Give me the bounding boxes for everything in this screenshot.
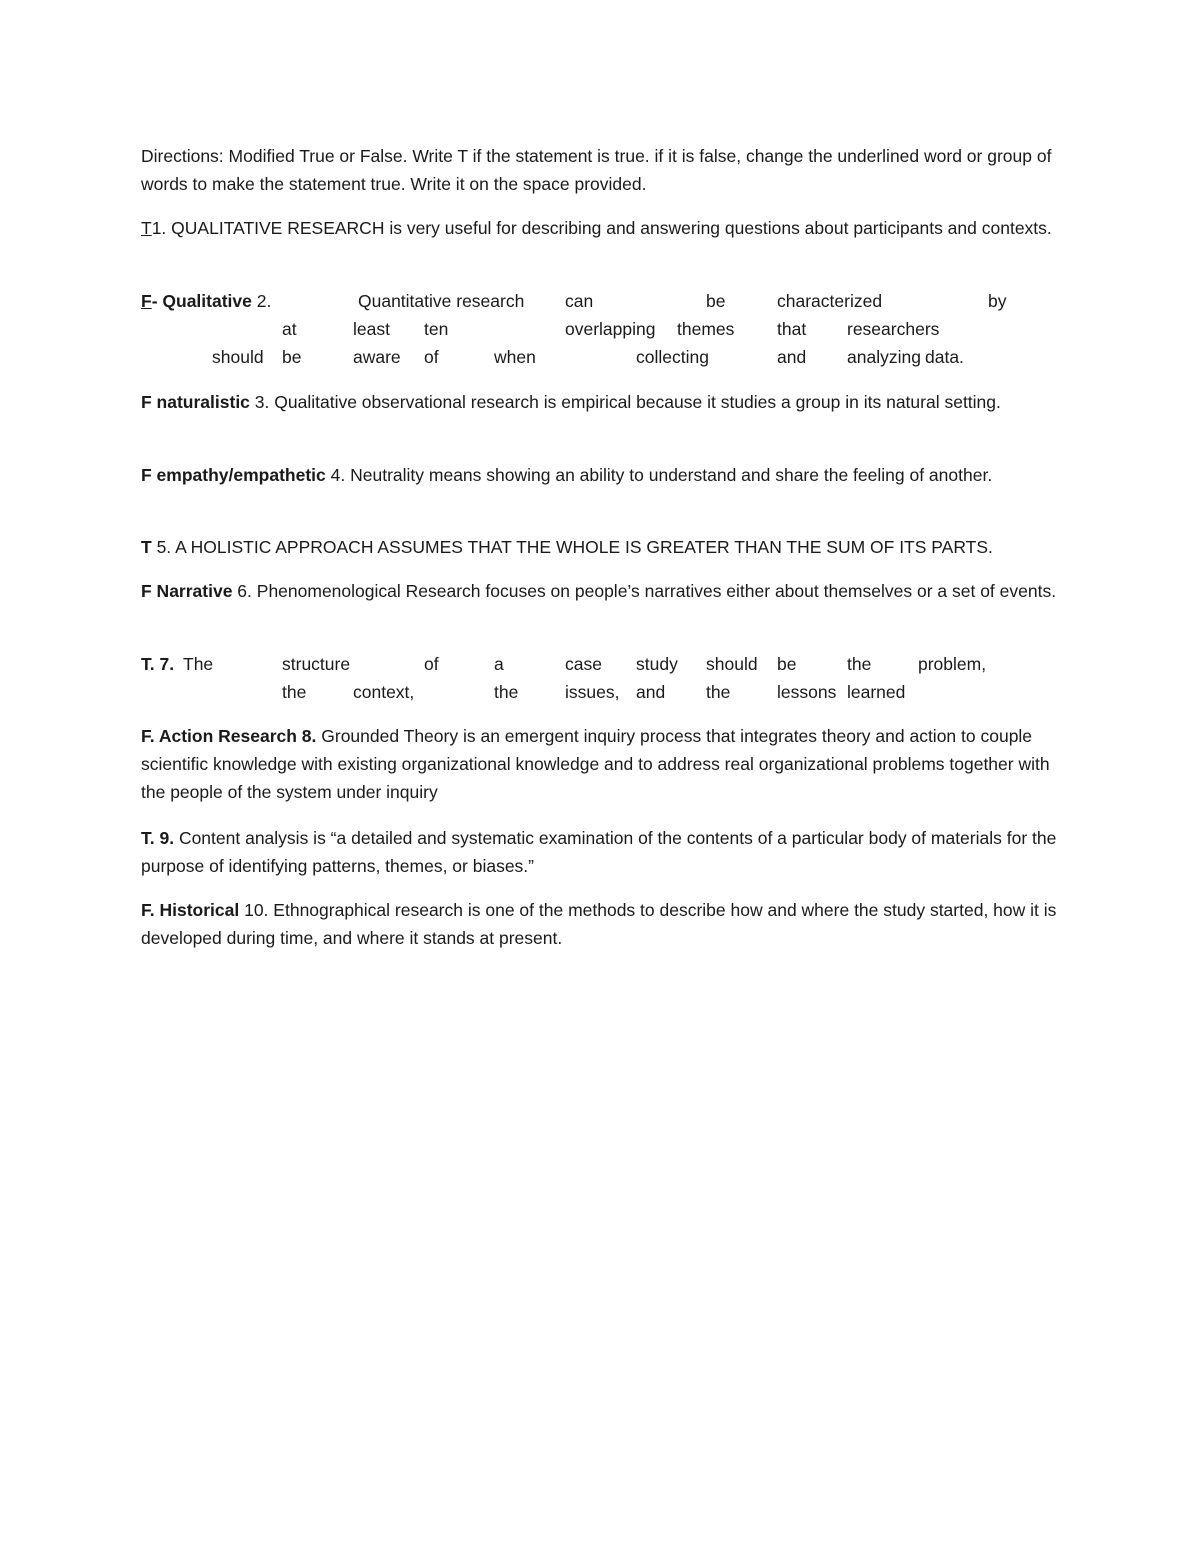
item-8 [141, 722, 1061, 806]
item-7-word: the [494, 682, 519, 702]
item-4-text: Neutrality means showing an ability to understand and share the feeling of another. [345, 465, 993, 485]
item-7-word: structure [282, 654, 351, 674]
item-3-number: 3. [249, 392, 270, 412]
item-9 [141, 824, 1061, 880]
item-7-line-2 [0, 678, 1200, 706]
item-2-word: data. [925, 347, 964, 367]
item-2-word: analyzing [847, 347, 921, 367]
item-2-word: should [212, 347, 264, 367]
item-5-number: 5. [151, 537, 172, 557]
item-2-word: characterized [777, 291, 883, 311]
item-2-word: Quantitative research [358, 291, 525, 311]
item-7-word: of [424, 654, 439, 674]
item-1-text: QUALITATIVE RESEARCH is very useful for describing and answering questions about participants and contexts. [166, 218, 1052, 238]
item-2-word: that [777, 319, 807, 339]
item-7-word: lessons [777, 682, 837, 702]
item-2-word: at [282, 319, 297, 339]
item-2-word: themes [677, 319, 735, 339]
item-2-word: can [565, 291, 594, 311]
item-7-answer: T. 7. [141, 654, 175, 674]
item-2-word: be [282, 347, 302, 367]
item-3 [141, 388, 1061, 416]
item-2-word: and [777, 347, 807, 367]
item-6-text: Phenomenological Research focuses on people’s narratives either about themselves or a set of events. [251, 581, 1057, 601]
item-2-word: when [494, 347, 536, 367]
item-2-word: collecting [636, 347, 709, 367]
item-9-answer: T. 9. [141, 828, 175, 848]
item-10-number: 10. [239, 900, 269, 920]
item-7-word: the [706, 682, 731, 702]
item-4-answer: F empathy/empathetic [141, 465, 326, 485]
item-4 [141, 461, 1061, 489]
item-7-word: study [636, 654, 678, 674]
item-1 [141, 214, 1061, 242]
item-2-word: by [988, 291, 1007, 311]
item-8-text: Grounded Theory is an emergent inquiry process that integrates theory and action to couple scientific knowledge with existing organizational knowledge and to address real organizational problems together with the people of the system under inquiry [141, 726, 1050, 802]
item-6-answer: F Narrative [141, 581, 233, 601]
item-2-word: researchers [847, 319, 940, 339]
directions-text: Directions: Modified True or False. Write T if the statement is true. if it is false, change the underlined word or group of words to make the statement true. Write it on the space provided. [141, 146, 1052, 194]
item-1-number: 1. [151, 218, 167, 238]
item-2-answer: F- Qualitative 2. [141, 291, 272, 311]
item-5-text: A HOLISTIC APPROACH ASSUMES THAT THE WHOLE IS GREATER THAN THE SUM OF ITS PARTS. [171, 537, 993, 557]
item-4-number: 4. [325, 465, 346, 485]
item-2-line-3 [0, 343, 1200, 371]
item-2-word: overlapping [565, 319, 656, 339]
item-5-answer: T [141, 537, 152, 557]
item-7-word: a [494, 654, 504, 674]
item-2-line-2 [0, 315, 1200, 343]
item-7-word: learned [847, 682, 906, 702]
item-7-word: problem, [918, 654, 987, 674]
item-7-word: issues, [565, 682, 620, 702]
item-6 [141, 577, 1061, 605]
item-7-line-1 [0, 650, 1200, 678]
item-9-text: Content analysis is “a detailed and systematic examination of the contents of a particular body of materials for the purpose of identifying patterns, themes, or biases.” [141, 828, 1057, 876]
item-2-word: of [424, 347, 439, 367]
item-8-answer: F. Action Research 8. [141, 726, 317, 746]
item-7-word: context, [353, 682, 415, 702]
item-10-answer: F. Historical [141, 900, 240, 920]
item-3-text: Qualitative observational research is empirical because it studies a group in its natural setting. [269, 392, 1001, 412]
item-2-word: be [706, 291, 726, 311]
item-6-number: 6. [232, 581, 252, 601]
item-7-word: case [565, 654, 602, 674]
item-7-word: should [706, 654, 758, 674]
item-7-word: be [777, 654, 797, 674]
item-2-line-1 [0, 287, 1200, 315]
item-7-word: The [183, 654, 214, 674]
item-3-answer: F naturalistic [141, 392, 250, 412]
item-2-word: ten [424, 319, 449, 339]
item-2-word: aware [353, 347, 401, 367]
item-10 [141, 896, 1061, 952]
item-10-text: Ethnographical research is one of the methods to describe how and where the study started, how it is developed during time, and where it stands at present. [141, 900, 1057, 948]
item-2-word: least [353, 319, 390, 339]
item-7-word: the [282, 682, 307, 702]
item-1-answer: T [141, 218, 152, 238]
item-7-word: and [636, 682, 666, 702]
item-7-word: the [847, 654, 872, 674]
item-5 [141, 533, 1141, 561]
